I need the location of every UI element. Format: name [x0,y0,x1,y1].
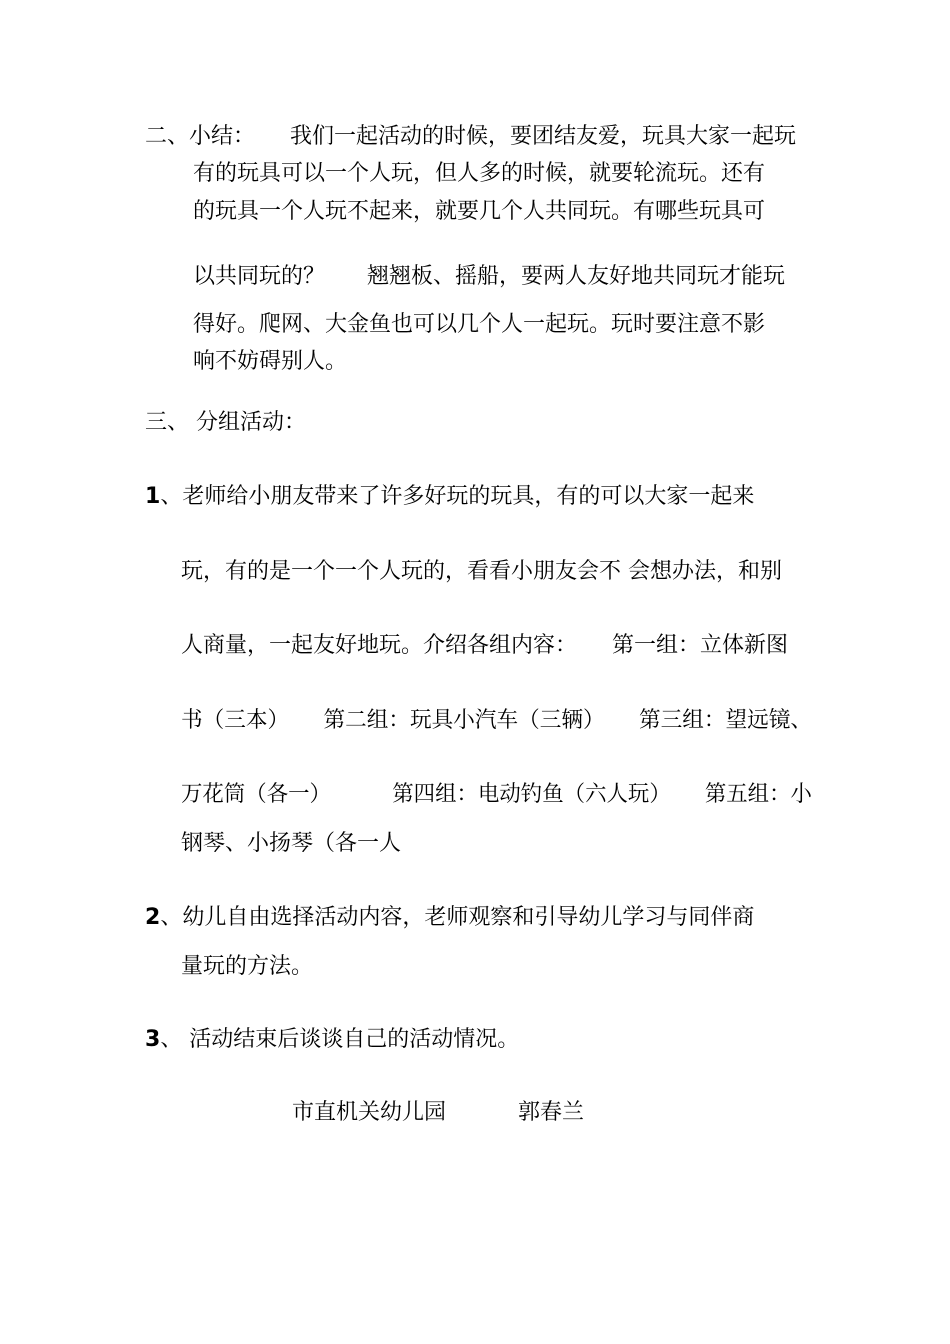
signature-name: 郭春兰 [518,1100,585,1125]
item-3-text: 、 活动结束后谈谈自己的活动情况。 [160,1027,520,1052]
item-1-text: 、老师给小朋友带来了许多好玩的玩具，有的可以大家一起来 [160,484,755,509]
summary-line-2: 有的玩具可以一个人玩，但人多的时候，就要轮流玩。还有 [193,161,766,186]
item-1-line-6: 钢琴、小扬琴（各一人 [181,831,402,856]
item-3-line [145,1025,519,1055]
item-1-line-1 [145,482,754,512]
summary-line-4: 以共同玩的？ 翘翘板、摇船，要两人友好地共同玩才能玩 [193,264,785,289]
summary-line-6: 响不妨碍别人。 [193,349,348,374]
item-1-line-2: 玩，有的是一个一个人玩的，看看小朋友会不 会想办法，和别 [181,559,782,584]
signature-org: 市直机关幼儿园 [292,1100,447,1125]
item-3-number: 3 [145,1027,161,1052]
item-1-line-3: 人商量，一起友好地玩。介绍各组内容： 第一组：立体新图 [181,633,788,658]
summary-line-3: 的玩具一个人玩不起来，就要几个人共同玩。有哪些玩具可 [193,199,766,224]
item-1-number: 1 [145,484,161,509]
item-2-line-1 [145,903,754,933]
section-3-heading: 三、 分组活动： [145,410,306,435]
item-1-line-5: 万花筒（各一） 第四组：电动钓鱼（六人玩） 第五组：小 [181,782,812,807]
item-2-text: 、幼儿自由选择活动内容，老师观察和引导幼儿学习与同伴商 [160,905,755,930]
item-2-line-2: 量玩的方法。 [181,954,314,979]
summary-line-5: 得好。爬网、大金鱼也可以几个人一起玩。玩时要注意不影 [193,312,766,337]
item-2-number: 2 [145,905,161,930]
summary-line-1: 二、小结： 我们一起活动的时候，要团结友爱，玩具大家一起玩 [145,124,796,149]
item-1-line-4: 书（三本） 第二组：玩具小汽车（三辆） 第三组：望远镜、 [181,708,812,733]
